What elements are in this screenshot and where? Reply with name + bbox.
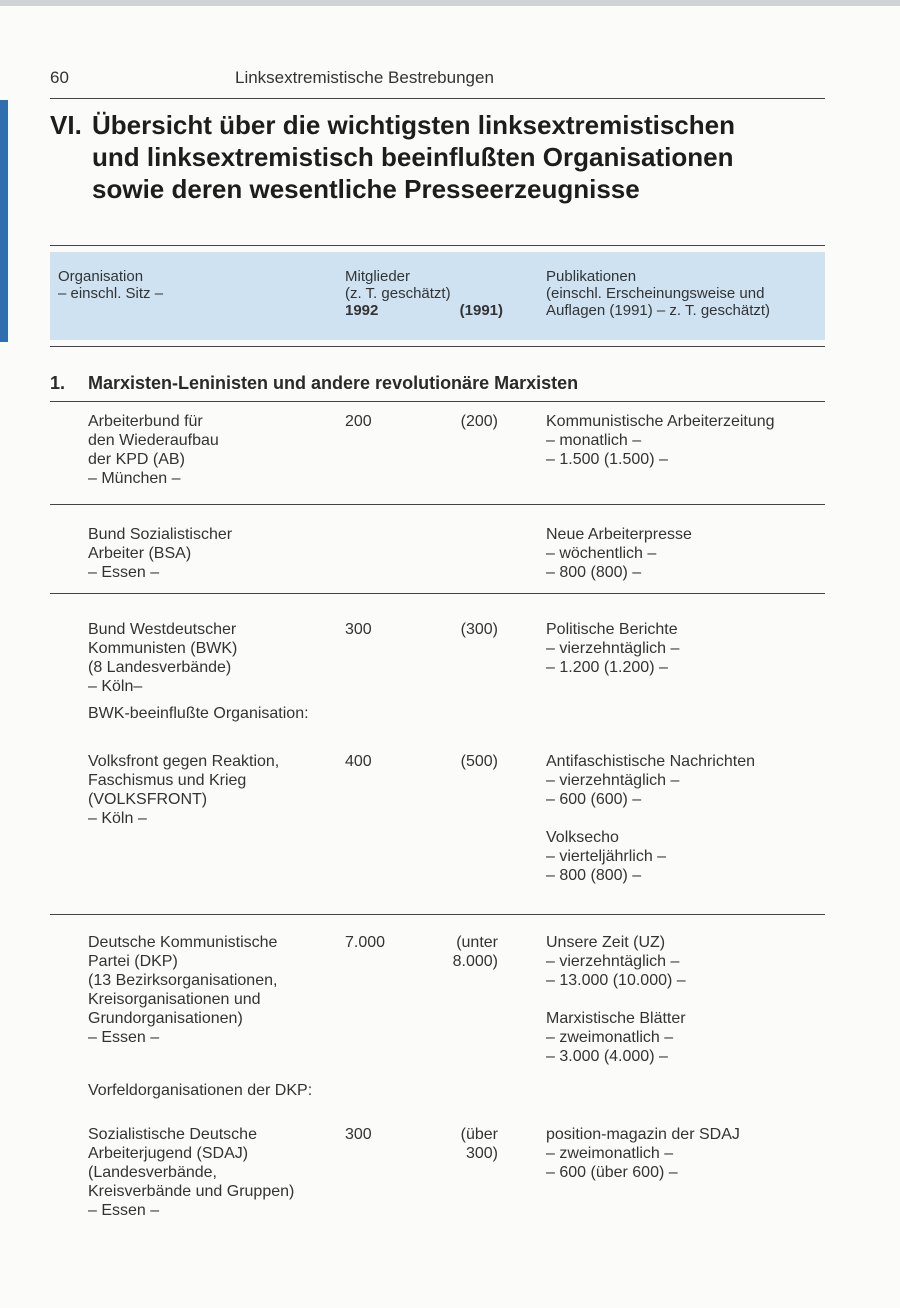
subheading: Vorfeldorganisationen der DKP: bbox=[88, 1082, 313, 1099]
org-name: Bund Sozialistischer Arbeiter (BSA) – Essen – bbox=[88, 526, 233, 581]
row-divider bbox=[50, 593, 825, 594]
page bbox=[50, 68, 825, 1225]
publication: Unsere Zeit (UZ) – vierzehntäglich – – 13.000 (10.000) – bbox=[546, 934, 686, 989]
running-head bbox=[50, 68, 825, 98]
chapter-title-text: Übersicht über die wichtigsten linksextremistischen und linksextremistisch beeinflußten Organisationen sowie deren wesentliche Presseerzeugnisse bbox=[92, 110, 735, 204]
members-1991: (500) bbox=[460, 753, 498, 770]
members-1992: 300 bbox=[345, 621, 372, 638]
row-divider bbox=[50, 504, 825, 505]
section-title: Marxisten-Leninisten und andere revolutionäre Marxisten bbox=[88, 373, 579, 393]
table-header-block bbox=[50, 245, 825, 347]
publications bbox=[546, 933, 826, 1066]
members-1991: (über 300) bbox=[460, 1126, 498, 1162]
top-edge-rule bbox=[0, 0, 900, 6]
org-name: Deutsche Kommunistische Partei (DKP) (13 Bezirksorganisationen, Kreisorganisationen und Grundorganisationen) – Essen – bbox=[88, 934, 278, 1046]
subheading-row bbox=[50, 704, 825, 752]
section-number: 1. bbox=[50, 373, 66, 393]
subheading: BWK-beeinflußte Organisation: bbox=[88, 705, 309, 722]
table-row bbox=[50, 620, 825, 704]
row-divider bbox=[50, 914, 825, 915]
header-organisation: Organisation – einschl. Sitz – bbox=[58, 268, 164, 302]
header-publications: Publikationen (einschl. Erscheinungsweise und Auflagen (1991) – z. T. geschätzt) bbox=[546, 268, 771, 319]
org-name: Arbeiterbund für den Wiederaufbau der KPD (AB) – München – bbox=[88, 413, 219, 487]
section-rule bbox=[50, 401, 825, 402]
table-row bbox=[50, 525, 825, 593]
table-row bbox=[50, 752, 825, 914]
publication: Marxistische Blätter – zweimonatlich – – 3.000 (4.000) – bbox=[546, 1010, 686, 1065]
members-1991: (200) bbox=[460, 413, 498, 430]
members-1991: (300) bbox=[460, 621, 498, 638]
header-years bbox=[345, 302, 503, 319]
header-rule bbox=[50, 98, 825, 99]
running-title: Linksextremistische Bestrebungen bbox=[235, 68, 494, 87]
section-heading bbox=[50, 373, 825, 401]
publication: Politische Berichte – vierzehntäglich – – 1.200 (1.200) – bbox=[546, 621, 680, 676]
chapter-marker-bar bbox=[0, 100, 8, 342]
page-number: 60 bbox=[50, 68, 69, 87]
header-year-previous: (1991) bbox=[459, 302, 503, 319]
table-row bbox=[50, 412, 825, 504]
chapter-number: VI. bbox=[50, 110, 82, 140]
header-members bbox=[345, 268, 515, 319]
publications bbox=[546, 752, 826, 885]
publications bbox=[546, 525, 826, 582]
publication: Volksecho – vierteljährlich – – 800 (800) – bbox=[546, 829, 667, 884]
header-members-label: Mitglieder (z. T. geschätzt) bbox=[345, 268, 451, 302]
members-1992: 7.000 bbox=[345, 934, 386, 951]
publication: Kommunistische Arbeiterzeitung – monatlich – – 1.500 (1.500) – bbox=[546, 413, 775, 468]
chapter-title bbox=[50, 109, 825, 205]
org-name: Bund Westdeutscher Kommunisten (BWK) (8 Landesverbände) – Köln– bbox=[88, 621, 238, 695]
publication: position-magazin der SDAJ – zweimonatlich – – 600 (über 600) – bbox=[546, 1126, 740, 1181]
publications bbox=[546, 1125, 826, 1182]
table-header bbox=[50, 252, 825, 340]
members-1992: 200 bbox=[345, 413, 372, 430]
subheading-row bbox=[50, 1081, 825, 1125]
publication: Antifaschistische Nachrichten – vierzehntäglich – – 600 (600) – bbox=[546, 753, 755, 808]
members-1992: 400 bbox=[345, 753, 372, 770]
table-row bbox=[50, 1125, 825, 1225]
org-name: Sozialistische Deutsche Arbeiterjugend (SDAJ) (Landesverbände, Kreisverbände und Gruppen) – Essen – bbox=[88, 1126, 295, 1219]
members-1991: (unter 8.000) bbox=[452, 934, 498, 970]
publications bbox=[546, 620, 826, 677]
publications bbox=[546, 412, 826, 469]
org-name: Volksfront gegen Reaktion, Faschismus und Krieg (VOLKSFRONT) – Köln – bbox=[88, 753, 280, 827]
table-row bbox=[50, 933, 825, 1081]
header-year-current: 1992 bbox=[345, 302, 379, 319]
members-1992: 300 bbox=[345, 1126, 372, 1143]
publication: Neue Arbeiterpresse – wöchentlich – – 800 (800) – bbox=[546, 526, 692, 581]
